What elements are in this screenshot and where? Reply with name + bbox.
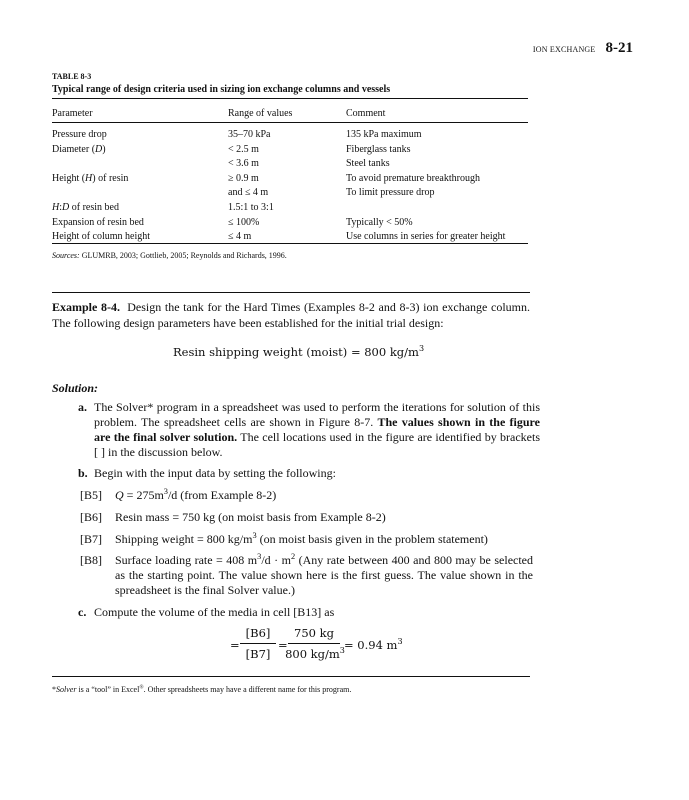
formula-numerator: 750 kg [294,626,334,640]
formula-equals: = [278,638,288,652]
table-number: TABLE 8-3 [52,72,92,81]
fraction-bar [240,643,276,644]
table-cell: < 2.5 m [228,143,259,155]
solution-label: Solution: [52,381,99,395]
design-parameter-formula: Resin shipping weight (moist) = 800 $kg/m^3$ [173,344,425,359]
table-cell: Fiberglass tanks [346,143,411,155]
table-cell: Steel tanks [346,158,390,170]
table-sources: Sources: GLUMRB, 2003; Gottlieb, 2005; Reynolds and Richards, 1996. [52,251,287,260]
table-cell: To avoid premature breakthrough [346,172,480,184]
table-cell: Diameter (D) [52,143,106,155]
table-cell: Expansion of resin bed [52,216,144,228]
input-row-b7: [B7] Shipping weight = 800 $kg/m^3$ (on moist basis given in the problem statement) [80,531,488,546]
running-head [533,40,633,57]
example-statement: Example 8-4. Design the tank for the Hard Times (Examples 8-2 and 8-3) ion exchange column. The following design parameters have been established for the initial trial design: [52,300,530,330]
solution-item-b: b. Begin with the input data by setting the following: [78,466,336,480]
table-cell: and ≤ 4 m [228,187,269,199]
formula-denominator: [B7] [245,647,271,661]
table-cell: Height of column height [52,231,151,243]
footnote-rule [52,676,530,677]
formula-denominator: 800 $kg/m^3$ [285,646,345,661]
table-title: Typical range of design criteria used in sizing ion exchange columns and vessels [52,84,391,95]
table-cell: ≤ 100% [228,216,260,228]
column-header-range: Range of values [228,108,293,119]
table-cell: 135 kPa maximum [346,129,422,140]
solution-item-c: c. Compute the volume of the media in cell [B13] as [78,605,335,619]
example-top-rule [52,292,530,293]
fraction-bar [288,643,340,644]
formula-equals: = [230,638,240,652]
solution-item-a: a. The Solver* program in a spreadsheet was used to perform the iterations for solution of this problem. The spreadsheet cells are shown in Figure 8-7. The values shown in the figure are the final solver solution. The cell locations used in the figure are identified by brackets [ ] in the discussion below. [78,400,541,459]
running-head-section: ION EXCHANGE [532,45,596,54]
input-row-b5: [B5] $Q = 275m^3/d$ (from Example 8-2) [80,487,277,502]
table-cell: 35–70 kPa [228,129,271,140]
table-cell: Pressure drop [52,129,107,140]
formula-result: = 0.94 $m^3$ [344,637,403,652]
table-cell: To limit pressure drop [346,187,435,199]
volume-formula [230,626,430,666]
footnote: *Solver is a “tool” in Excel®. Other spreadsheets may have a different name for this program. [52,684,352,694]
table-cell: Use columns in series for greater height [346,231,506,243]
column-header-parameter: Parameter [52,108,93,119]
table-header-rule [52,122,528,123]
table-cell: Height (H) of resin [52,172,129,184]
input-row-b6: [B6] Resin mass = 750 kg (on moist basis from Example 8-2) [80,510,386,524]
table-top-rule [52,98,528,99]
page-number: 8-21 [605,40,633,56]
table-cell: 1.5:1 to 3:1 [228,202,274,213]
table-cell: ≥ 0.9 m [228,172,259,184]
table-bottom-rule [52,243,528,244]
table-cell: Typically < 50% [346,216,413,228]
formula-numerator: [B6] [245,626,271,640]
example-label: Example 8-4. [52,300,120,314]
column-header-comment: Comment [346,108,386,119]
table-cell: ≤ 4 m [228,231,252,243]
table-cell: < 3.6 m [228,158,259,170]
table-cell: H:D of resin bed [52,202,119,213]
input-row-b8: [B8] Surface loading rate = 408 $m^3/d \cdot m^2$ (Any rate between 400 and 800 may be selected as the starting point. The value shown here is the first guess. The value shown in the spreadsheet is the final Solver value.) [80,552,534,597]
